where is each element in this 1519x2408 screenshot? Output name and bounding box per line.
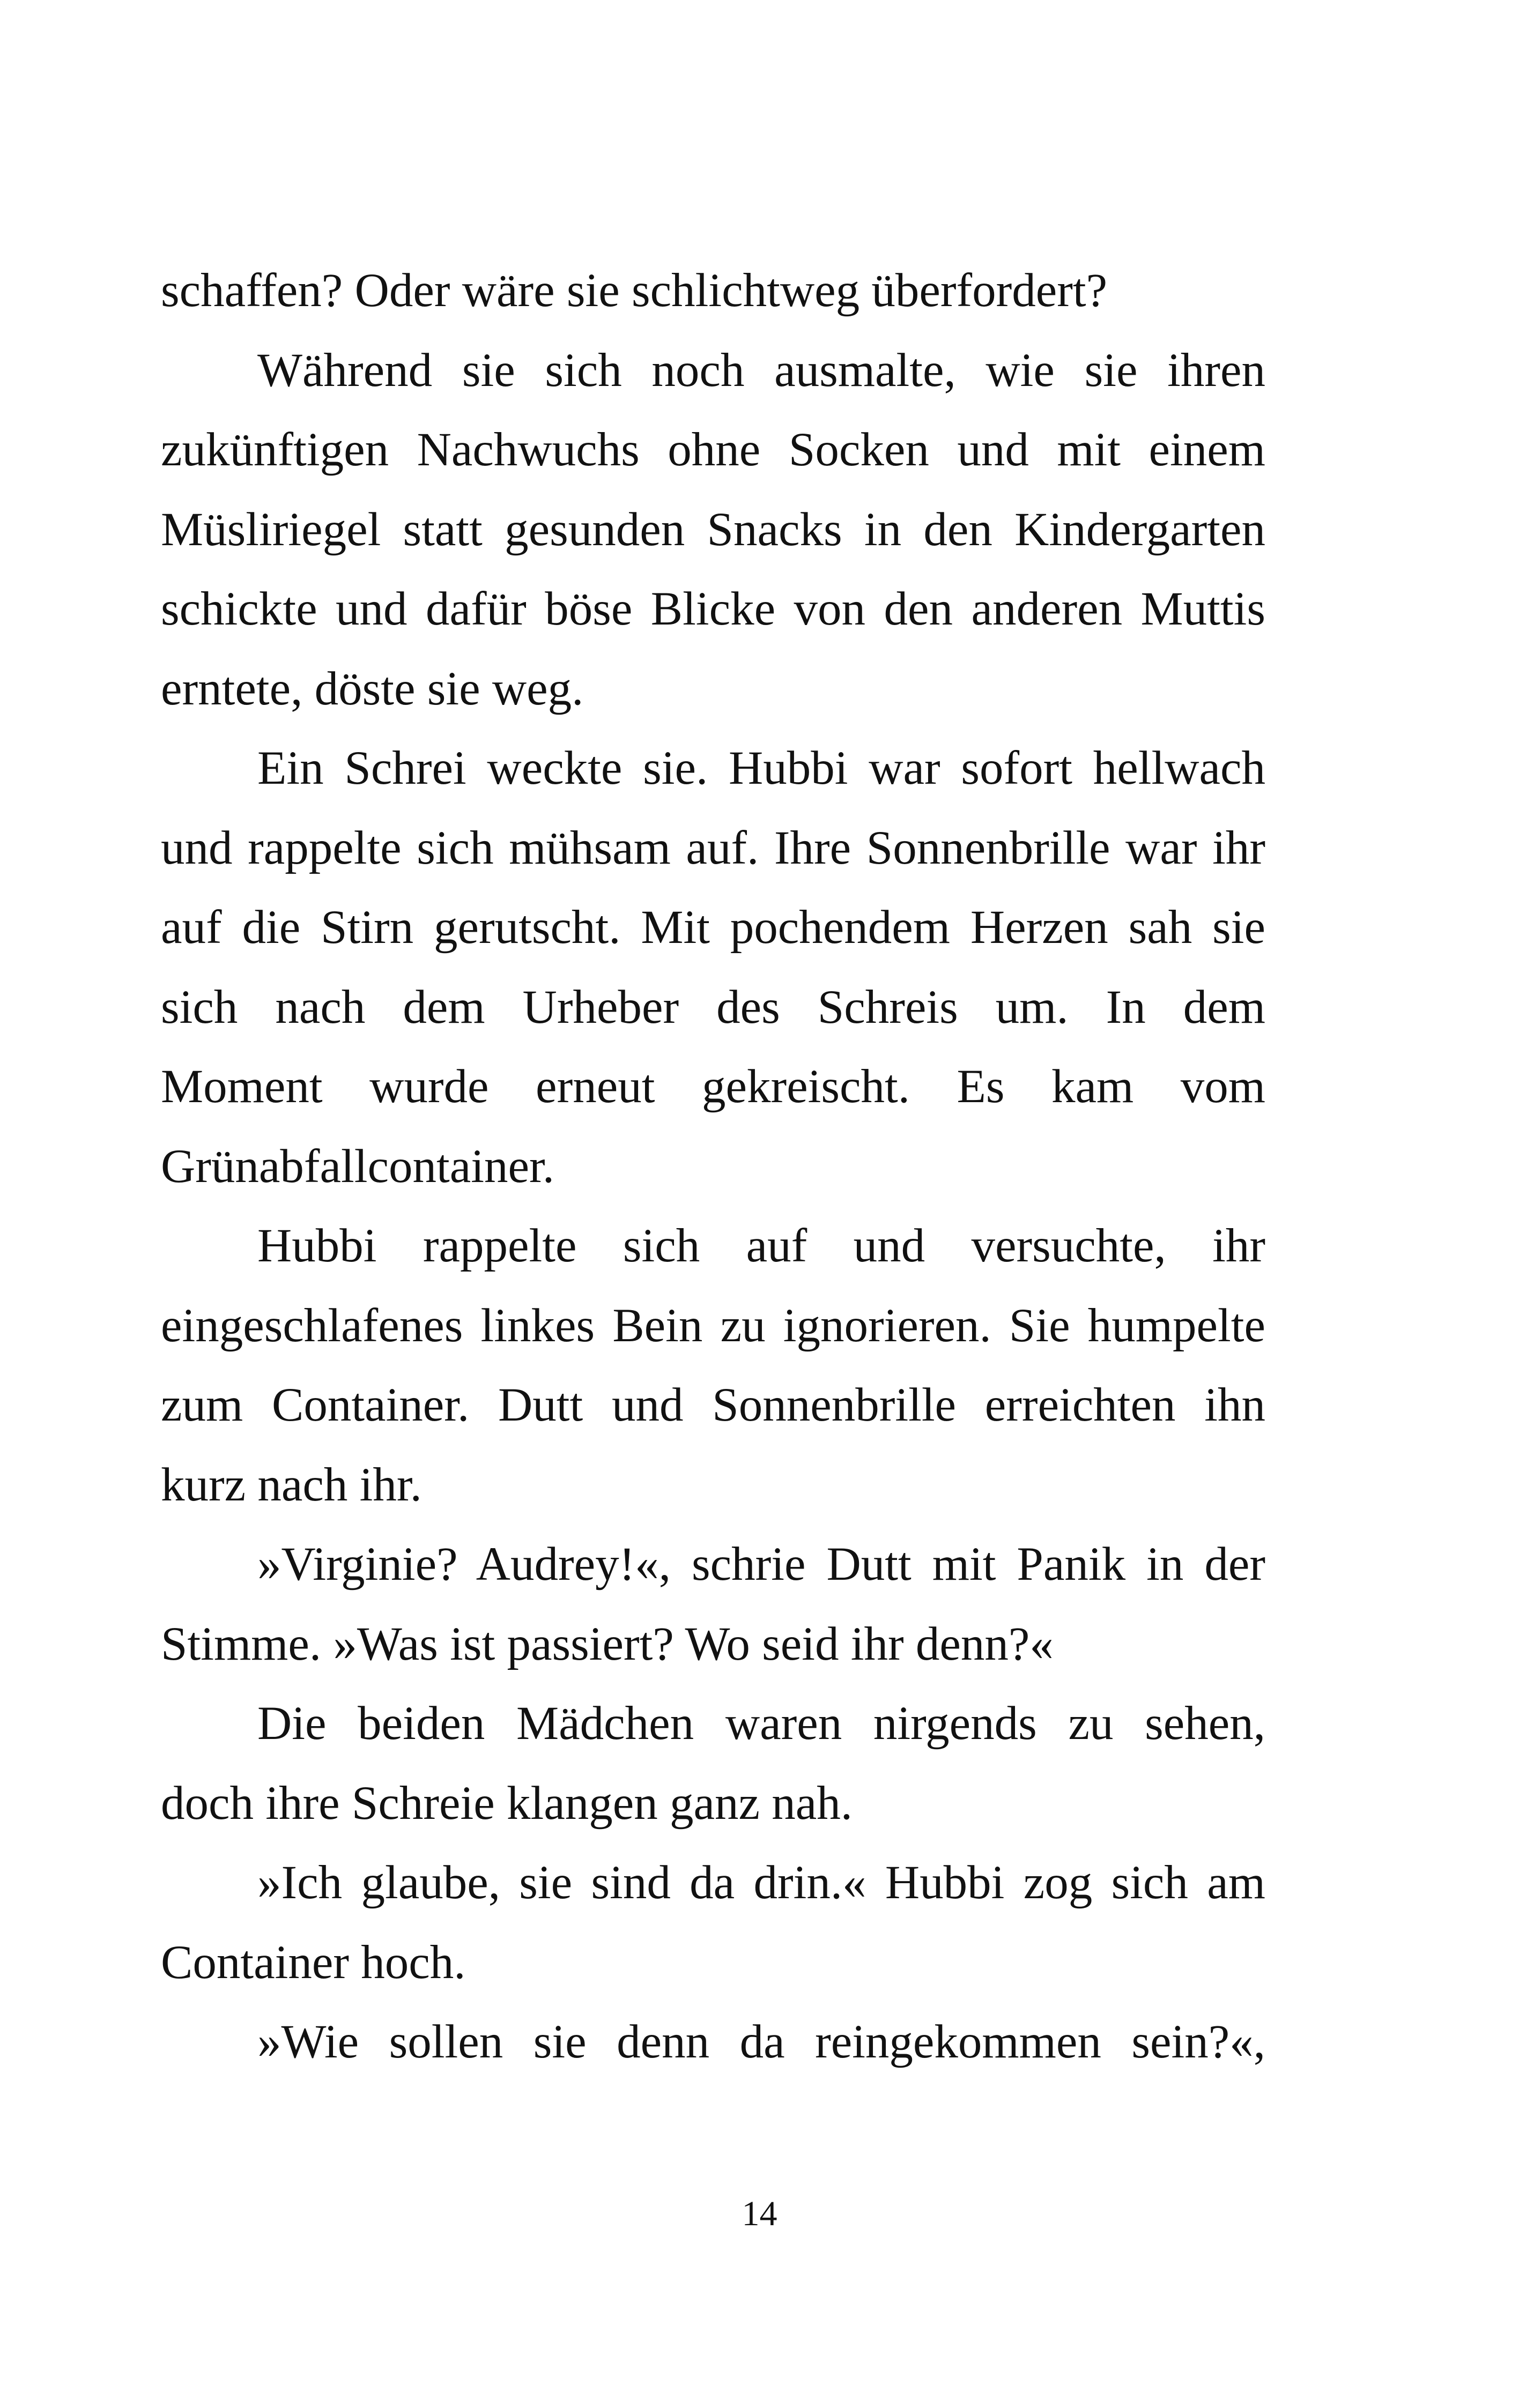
text-line: Stimme. »Was ist passiert? Wo seid ihr denn?«: [161, 1617, 1054, 1670]
text-line: erntete, döste sie weg.: [161, 662, 584, 715]
text-line: zukünftigen Nachwuchs ohne Socken und mit einem: [161, 423, 1265, 476]
text-line: und rappelte sich mühsam auf. Ihre Sonnenbrille war ihr: [161, 821, 1265, 874]
text-line: schaffen? Oder wäre sie schlichtweg überfordert?: [161, 264, 1108, 317]
text-line: doch ihre Schreie klangen ganz nah.: [161, 1777, 853, 1830]
text-line: zum Container. Dutt und Sonnenbrille erreichten ihn: [161, 1379, 1265, 1431]
text-line: »Virginie? Audrey!«, schrie Dutt mit Panik in der: [257, 1538, 1265, 1591]
page-number: 14: [742, 2194, 777, 2233]
text-line: Die beiden Mädchen waren nirgends zu sehen,: [257, 1697, 1265, 1750]
text-line: Müsliriegel statt gesunden Snacks in den Kindergarten: [161, 503, 1265, 556]
text-line: Während sie sich noch ausmalte, wie sie ihren: [257, 344, 1265, 397]
text-line: sich nach dem Urheber des Schreis um. In dem: [161, 980, 1265, 1034]
text-line: Ein Schrei weckte sie. Hubbi war sofort hellwach: [257, 742, 1265, 794]
text-line: Grünabfallcontainer.: [161, 1140, 554, 1193]
text-line: Moment wurde erneut gekreischt. Es kam vom: [161, 1060, 1265, 1113]
body-text: [161, 251, 1265, 2082]
text-line: Container hoch.: [161, 1936, 466, 1989]
text-line: »Wie sollen sie denn da reingekommen sein?«,: [257, 2016, 1265, 2068]
text-line: Hubbi rappelte sich auf und versuchte, ihr: [257, 1220, 1265, 1272]
text-line: »Ich glaube, sie sind da drin.« Hubbi zog sich am: [257, 1856, 1265, 1909]
text-line: kurz nach ihr.: [161, 1458, 422, 1511]
text-line: eingeschlafenes linkes Bein zu ignorieren. Sie humpelte: [161, 1299, 1265, 1352]
text-line: auf die Stirn gerutscht. Mit pochendem Herzen sah sie: [161, 901, 1265, 954]
text-line: schickte und dafür böse Blicke von den anderen Muttis: [161, 583, 1265, 635]
